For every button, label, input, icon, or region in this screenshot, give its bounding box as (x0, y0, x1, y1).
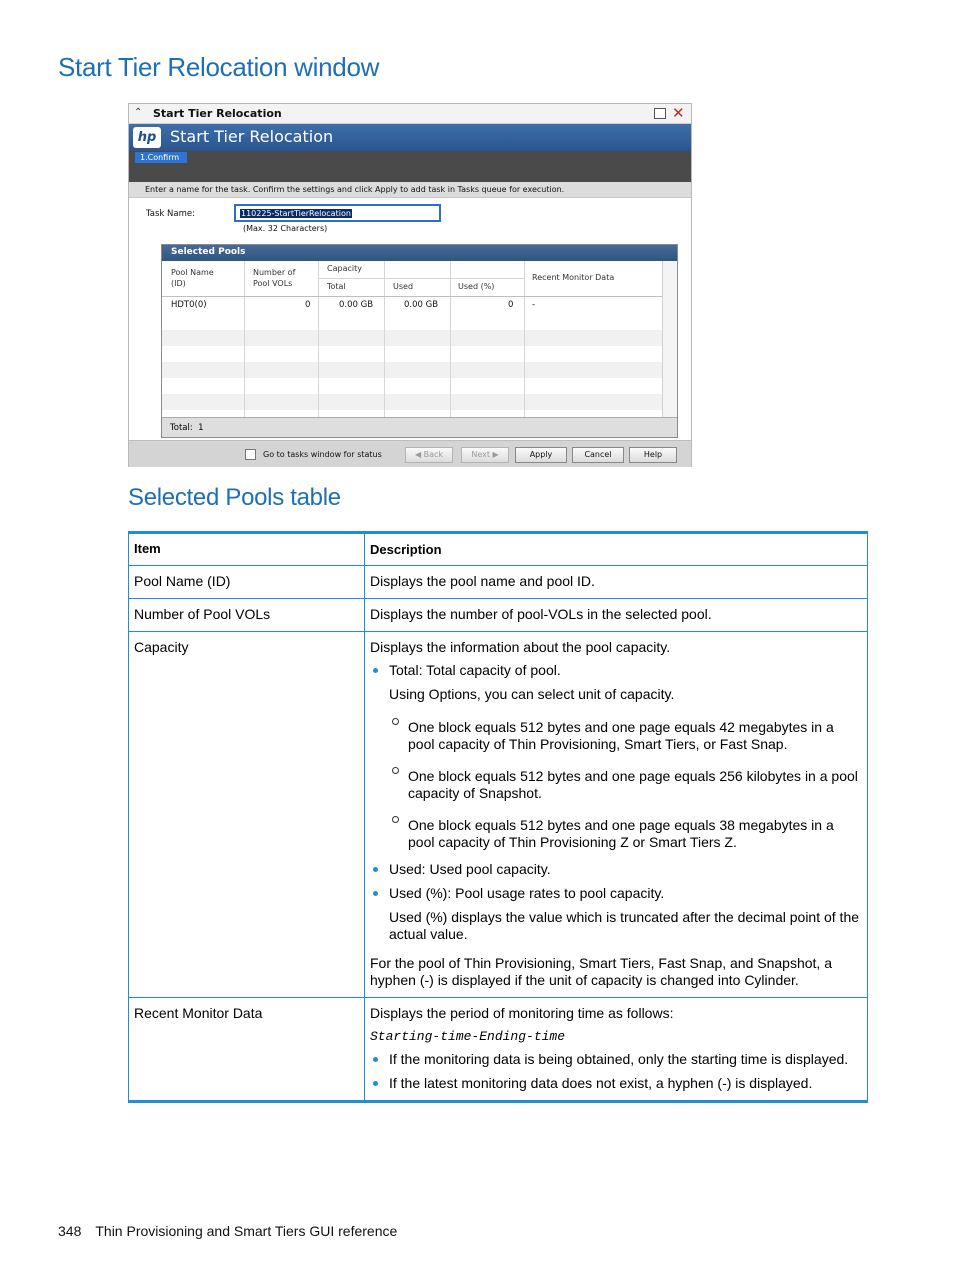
back-arrow-icon: ◀ (414, 450, 424, 459)
page-number: 348 (58, 1223, 82, 1239)
go-to-tasks-checkbox[interactable] (245, 449, 256, 460)
header-description: Description (365, 534, 868, 565)
go-to-tasks-label: Go to tasks window for status (263, 450, 382, 459)
item-cell: Capacity (128, 632, 365, 997)
window-titlebar (129, 104, 691, 124)
recent-format: Starting-time-Ending-time (370, 1029, 566, 1044)
bullet-item: Total: Total capacity of pool. (370, 662, 861, 679)
cell-total: 0.00 GB (339, 300, 374, 310)
close-icon[interactable]: ✕ (672, 104, 685, 122)
apply-button[interactable]: Apply (515, 447, 567, 463)
step-indicator: 1.Confirm (135, 152, 187, 163)
description-table (128, 531, 868, 1103)
col-capacity: Capacity (327, 264, 362, 273)
capacity-options: Using Options, you can select unit of capacity. (389, 686, 675, 702)
item-cell: Pool Name (ID) (128, 566, 365, 598)
col-recent-monitor[interactable]: Recent Monitor Data (532, 273, 615, 282)
window-title: Start Tier Relocation (153, 107, 282, 120)
col-used[interactable]: Used (393, 282, 414, 291)
help-button[interactable]: Help (629, 447, 677, 463)
table-row (128, 599, 868, 632)
selected-pools-title: Selected Pools (162, 245, 677, 261)
sub-bullet-item: One block equals 512 bytes and one page equals 38 megabytes in a pool capacity of Thin Provisioning Z or Smart Tiers Z. (370, 817, 861, 851)
description-cell: Displays the pool name and pool ID. (365, 566, 868, 598)
section-heading: Selected Pools table (128, 484, 341, 511)
used-pct-note: Used (%) displays the value which is truncated after the decimal point of the actual value. (389, 909, 860, 942)
recent-intro: Displays the period of monitoring time as follows: (370, 1005, 674, 1021)
table-row (128, 632, 868, 998)
cancel-button[interactable]: Cancel (572, 447, 624, 463)
next-arrow-icon: ▶ (489, 450, 499, 459)
sub-bullet-item: One block equals 512 bytes and one page equals 256 kilobytes in a pool capacity of Snapshot. (370, 768, 861, 802)
hyphen-note: For the pool of Thin Provisioning, Smart Tiers, Fast Snap, and Snapshot, a hyphen (-) is displayed if the unit of capacity is changed into Cylinder. (370, 955, 832, 988)
window-body (129, 198, 691, 440)
maximize-icon[interactable] (654, 108, 666, 119)
page-footer (58, 1223, 397, 1239)
page-heading: Start Tier Relocation window (58, 52, 380, 82)
selected-pools-total: Total: 1 (162, 417, 677, 437)
grid-scrollbar[interactable] (662, 261, 677, 417)
description-cell (365, 632, 868, 997)
hp-logo-icon: hp (133, 127, 161, 148)
header-item: Item (128, 534, 365, 565)
sub-bullet-item: One block equals 512 bytes and one page equals 42 megabytes in a pool capacity of Thin Provisioning, Smart Tiers, or Fast Snap. (370, 719, 861, 753)
task-name-label: Task Name: (146, 209, 195, 219)
bullet-item: Used (%): Pool usage rates to pool capacity. (370, 885, 861, 902)
col-total[interactable]: Total (327, 282, 346, 291)
table-row (128, 998, 868, 1100)
cell-recent: - (532, 300, 536, 310)
col-pool-name[interactable]: Pool Name (ID) (171, 268, 214, 288)
banner-title: Start Tier Relocation (170, 127, 334, 146)
bullet-item: If the latest monitoring data does not exist, a hyphen (-) is displayed. (370, 1075, 861, 1092)
table-row (128, 566, 868, 599)
window-banner (129, 124, 691, 182)
cell-used-pct: 0 (508, 300, 514, 310)
task-name-value: 110225-StartTierRelocation (241, 209, 351, 218)
task-name-hint: (Max. 32 Characters) (243, 224, 328, 233)
item-cell: Number of Pool VOLs (128, 599, 365, 631)
start-tier-relocation-window (128, 103, 692, 467)
description-cell: Displays the number of pool-VOLs in the selected pool. (365, 599, 868, 631)
selected-pools-panel (161, 244, 678, 438)
window-footer (129, 440, 691, 467)
bullet-item: If the monitoring data is being obtained, only the starting time is displayed. (370, 1051, 861, 1068)
cell-pool: HDT0(0) (171, 300, 207, 310)
selected-pools-grid (162, 261, 677, 417)
capacity-intro: Displays the information about the pool capacity. (370, 639, 671, 655)
collapse-icon[interactable]: ⌃ (134, 107, 143, 118)
cell-used: 0.00 GB (404, 300, 439, 310)
table-header-row (128, 534, 868, 566)
cell-vols: 0 (305, 300, 311, 310)
col-used-pct[interactable]: Used (%) (458, 282, 495, 291)
description-cell (365, 998, 868, 1100)
bullet-item: Used: Used pool capacity. (370, 861, 861, 878)
task-name-input[interactable] (234, 204, 441, 222)
next-button[interactable]: Next ▶ (461, 447, 509, 463)
instruction-text: Enter a name for the task. Confirm the settings and click Apply to add task in Tasks queue for execution. (129, 182, 691, 198)
col-pool-vols[interactable]: Number of Pool VOLs (253, 268, 296, 288)
footer-text: Thin Provisioning and Smart Tiers GUI reference (95, 1223, 398, 1239)
item-cell: Recent Monitor Data (128, 998, 365, 1100)
back-button[interactable]: ◀ Back (405, 447, 453, 463)
